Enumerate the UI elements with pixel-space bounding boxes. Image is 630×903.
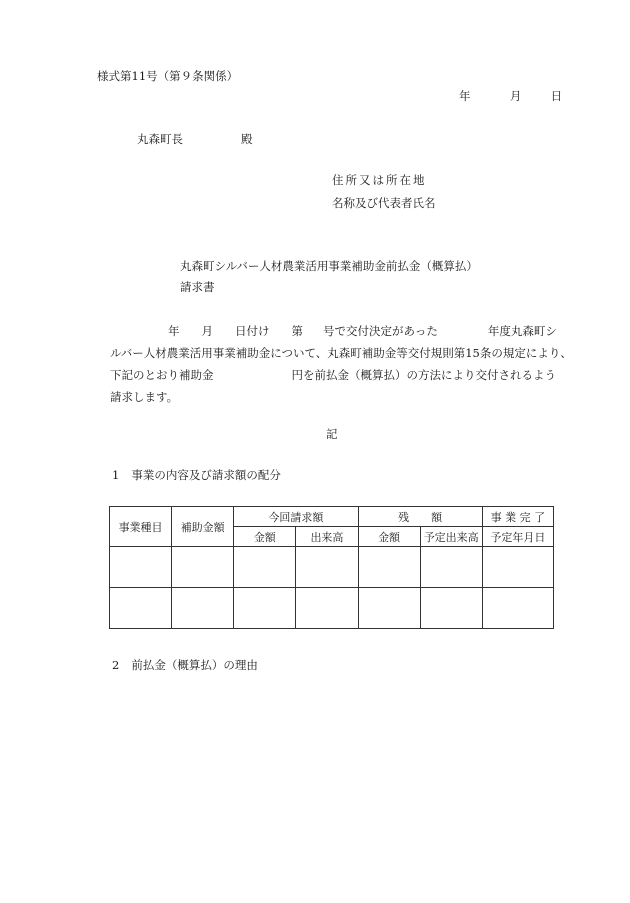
table-cell[interactable] [482,588,553,629]
ki-heading: 記 [326,427,338,441]
body-line-2: ルバー人材農業活用事業補助金について、丸森町補助金等交付規則第15条の規定により、 [110,346,572,360]
col-header-zan: 残 額 [358,507,482,527]
table-cell[interactable] [296,547,358,588]
body-paragraph [110,320,580,408]
body-line-3a: 下記のとおり補助金 [110,368,214,382]
table-row [110,547,554,588]
table-cell[interactable] [110,588,172,629]
table-cell[interactable] [172,547,234,588]
sub-header-yotei-dekidaka: 予定出来高 [420,527,482,547]
addressee-name: 丸森町長 [137,132,183,146]
body-month: 月 [201,324,213,338]
sub-header-dekidaka: 出来高 [296,527,358,547]
document-title-suffix: 請求書 [180,280,215,294]
col-header-kanryo: 事 業 完 了 [482,507,553,527]
addressee [137,131,253,147]
body-line-4: 請求します。 [110,390,179,404]
allocation-table [109,506,554,629]
applicant-address-label: 住所又は所在地 [332,173,427,187]
section-1-label: 事業の内容及び請求額の配分 [131,468,281,482]
section-1-number: 1 [112,468,120,482]
table-cell[interactable] [482,547,553,588]
body-dai: 第 [291,324,303,338]
applicant-name-label: 名称及び代表者氏名 [332,196,436,210]
section-2-number: 2 [112,658,120,672]
date-month: 月 [509,89,522,103]
date-day: 日 [550,89,563,103]
section-2-label: 前払金（概算払）の理由 [131,658,258,672]
table-cell[interactable] [234,547,296,588]
table-cell[interactable] [110,547,172,588]
sub-header-kingaku-2: 金額 [358,527,420,547]
sub-header-kingaku-1: 金額 [234,527,296,547]
col-header-jigyo: 事業種目 [110,507,172,547]
document-title: 丸森町シルバー人材農業活用事業補助金前払金（概算払） [180,259,478,273]
body-fiscal-year: 年度丸森町シ [487,324,557,338]
addressee-honorific: 殿 [241,132,253,146]
date-line [459,88,562,104]
body-line-3b: 円を前払金（概算払）の方法により交付されるよう [291,368,556,382]
table-cell[interactable] [420,588,482,629]
body-line-3 [110,364,580,386]
date-year: 年 [459,89,471,103]
table-cell[interactable] [234,588,296,629]
col-header-konkai: 今回請求額 [234,507,358,527]
table-cell[interactable] [358,588,420,629]
table-row [110,588,554,629]
section-2-heading [112,657,258,673]
table-cell[interactable] [172,588,234,629]
table-cell[interactable] [420,547,482,588]
body-day: 日付け [235,324,270,338]
body-year: 年 [168,324,180,338]
body-go: 号で交付決定があった [323,324,438,338]
col-header-hojo: 補助金額 [172,507,234,547]
section-1-heading [112,467,281,483]
form-number: 様式第11号（第９条関係） [97,69,239,83]
sub-header-yotei-date: 予定年月日 [482,527,553,547]
table-cell[interactable] [358,547,420,588]
table-cell[interactable] [296,588,358,629]
